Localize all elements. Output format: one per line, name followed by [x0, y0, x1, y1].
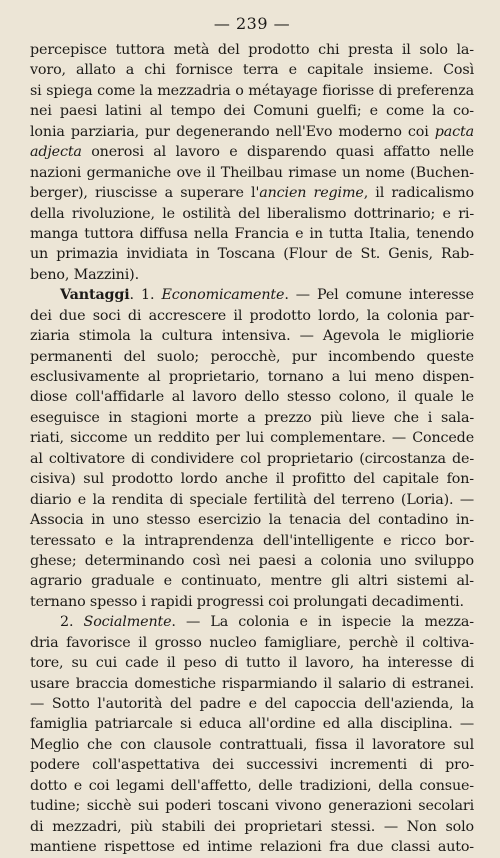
text-line — [30, 306, 474, 326]
text-line — [30, 265, 474, 285]
text-segment: permanenti del suolo; perocchè, pur incombendo queste — [30, 348, 474, 365]
text-line — [30, 387, 474, 407]
text-line — [30, 531, 474, 551]
text-segment: esclusivamente al proprietario, tornano a lui meno dispen- — [30, 369, 474, 385]
text-line — [30, 428, 474, 448]
text-line — [30, 776, 474, 796]
italic-text: pacta — [434, 123, 474, 140]
text-segment: podere coll'aspettativa dei successivi incrementi di pro- — [30, 757, 474, 774]
text-segment: diose coll'affidarle al lavoro dello stesso colono, il quale le — [30, 389, 474, 406]
text-line — [30, 837, 474, 857]
text-segment: ziaria stimola la cultura intensiva. — Agevola le migliorie — [30, 328, 474, 345]
text-line — [30, 571, 474, 591]
text-segment: tore, su cui cade il peso di tutto il lavoro, ha interesse di — [30, 655, 474, 672]
text-line — [30, 449, 474, 469]
text-segment: di mezzadri, più stabili dei proprietari stessi. — Non solo — [30, 818, 474, 835]
text-line — [30, 40, 474, 60]
text-segment: dotto e coi legami dell'affetto, delle tradizioni, della consue- — [30, 777, 474, 794]
text-segment: nazioni germaniche ove il Theilbau rimase un nome (Buchen- — [30, 164, 474, 181]
text-segment: nei paesi latini al tempo dei Comuni guelfi; e come la co- — [30, 103, 474, 120]
text-segment: usare braccia domestiche risparmiando il salario di estranei. — [30, 675, 474, 692]
text-line — [30, 653, 474, 673]
text-segment: Associa in uno stesso esercizio la tenacia del contadino in- — [30, 512, 474, 529]
text-line — [30, 101, 474, 121]
text-line — [30, 796, 474, 816]
text-line — [30, 592, 474, 612]
text-segment: famiglia patriarcale si educa all'ordine ed alla disciplina. — — [30, 716, 474, 733]
text-line — [30, 633, 474, 653]
text-segment: onerosi al lavoro e disparendo quasi affatto nelle — [81, 144, 474, 161]
text-line — [30, 817, 474, 837]
text-segment: dei due soci di accrescere il prodotto lordo, la colonia par- — [30, 307, 474, 324]
bold-heading-text: Vantaggi — [60, 287, 130, 304]
italic-text: adjecta — [30, 144, 82, 161]
text-segment: voro, allato a chi fornisce terra e capitale insieme. Così — [30, 62, 474, 79]
text-line — [30, 674, 474, 694]
text-line — [30, 244, 474, 264]
body-text — [30, 40, 474, 858]
italic-text: Socialmente — [83, 614, 172, 631]
text-segment: cisiva) sul prodotto lordo anche il profitto del capitale fon- — [30, 471, 474, 488]
text-line — [30, 551, 474, 571]
text-line — [30, 612, 474, 632]
text-line — [30, 510, 474, 530]
text-segment: , il radicalismo — [363, 185, 474, 202]
text-line — [30, 224, 474, 244]
text-segment: berger), riuscisse a superare l' — [30, 185, 260, 202]
text-segment: al coltivatore di condividere col proprietario (circostanza de- — [30, 450, 474, 467]
text-line — [30, 469, 474, 489]
text-segment: beno, Mazzini). — [30, 266, 139, 283]
text-segment: lonia parziaria, pur degenerando nell'Evo moderno coi — [30, 123, 435, 140]
text-segment: ternano spesso i rapidi progressi coi prolungati decadimenti. — [30, 593, 464, 610]
text-line — [30, 163, 474, 183]
text-segment: mantiene rispettose ed intime relazioni fra due classi auto- — [30, 839, 474, 856]
text-segment: diario e la rendita di speciale fertilità del terreno (Loria). — — [30, 491, 474, 508]
text-line — [30, 408, 474, 428]
text-segment: si spiega come la mezzadria o métayage fiorisse di preferenza — [30, 82, 474, 99]
text-segment: percepisce tuttora metà del prodotto chi presta il solo la- — [30, 42, 474, 58]
text-line — [30, 122, 474, 142]
text-segment: 2. — [60, 614, 84, 631]
text-segment: Meglio che con clausole contrattuali, fissa il lavoratore sul — [30, 736, 474, 753]
text-line — [30, 367, 474, 387]
text-line — [30, 755, 474, 775]
text-line — [30, 490, 474, 510]
text-segment: della rivoluzione, le ostilità del liberalismo dottrinario; e ri- — [30, 205, 474, 222]
text-segment: agrario graduale e continuato, mentre gli altri sistemi al- — [30, 573, 474, 590]
text-segment: manga tuttora diffusa nella Francia e in tutta Italia, tenendo — [30, 225, 474, 242]
text-segment: . — La colonia e in ispecie la mezza- — [171, 614, 474, 631]
text-segment: un primazia invidiata in Toscana (Flour de St. Genis, Rab- — [30, 246, 474, 263]
text-line — [30, 694, 474, 714]
text-segment: tudine; sicchè sui poderi toscani vivono generazioni secolari — [30, 798, 474, 815]
text-segment: . — Pel comune interesse — [284, 287, 474, 304]
text-line — [30, 326, 474, 346]
italic-text: ancien regime — [259, 185, 364, 202]
italic-text: Economicamente — [161, 287, 285, 304]
text-segment: — Sotto l'autorità del padre e del capoccia dell'azienda, la — [30, 696, 474, 712]
text-segment: dria favorisce il grosso nucleo famigliare, perchè il coltiva- — [30, 634, 474, 651]
text-line — [30, 285, 474, 305]
text-segment: teressato e la intraprendenza dell'intelligente e ricco bor- — [30, 532, 474, 549]
text-line — [30, 142, 474, 162]
text-line — [30, 347, 474, 367]
text-segment: ghese; determinando così nei paesi a colonia uno sviluppo — [30, 552, 474, 569]
text-segment: riati, siccome un reddito per lui complementare. — Concede — [30, 430, 474, 447]
text-line — [30, 60, 474, 80]
text-line — [30, 204, 474, 224]
text-line — [30, 735, 474, 755]
text-line — [30, 714, 474, 734]
text-line — [30, 81, 474, 101]
text-segment: . 1. — [129, 287, 162, 304]
page-number: — 239 — — [213, 14, 291, 33]
text-segment: eseguisce in stagioni morte a prezzo più lieve che i sala- — [30, 409, 474, 426]
text-line — [30, 183, 474, 203]
